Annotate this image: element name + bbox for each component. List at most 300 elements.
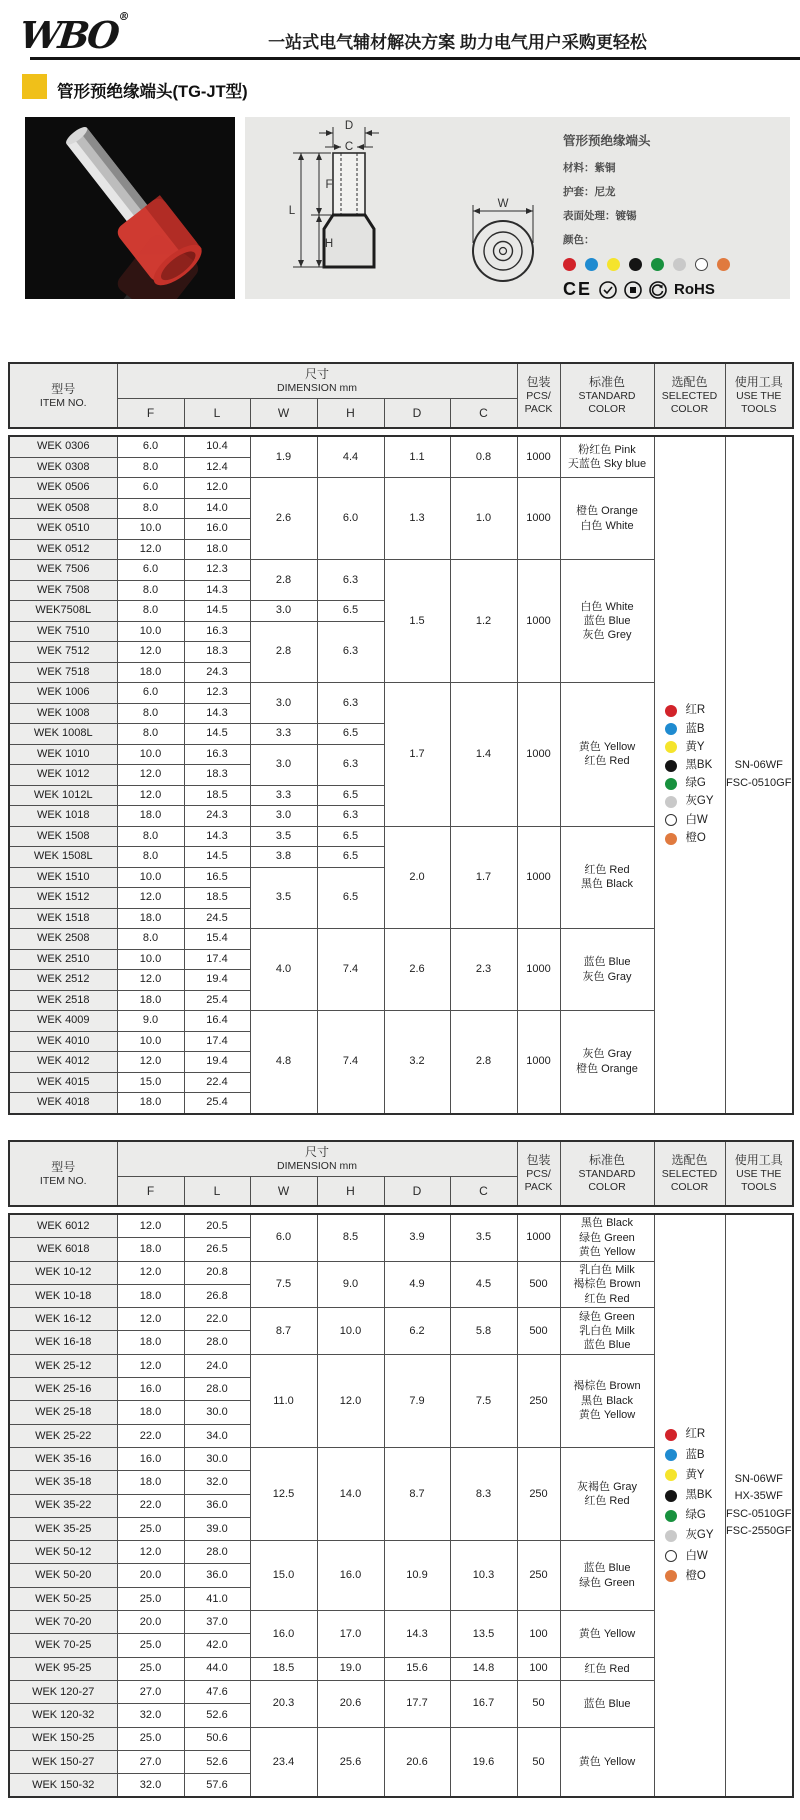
value-cell: 1000 [517,436,560,478]
item-no-cell: WEK 7518 [9,662,117,683]
value-cell: 14.3 [184,580,250,601]
value-cell: 16.3 [184,744,250,765]
value-cell: 8.0 [117,457,184,478]
color-dot-icon [665,778,677,790]
value-cell: 8.0 [117,847,184,868]
color-dot-icon [665,1510,677,1522]
value-cell: 15.6 [384,1657,450,1680]
color-dot-icon [607,258,620,271]
value-cell: 18.0 [117,1238,184,1261]
value-cell: 3.5 [250,867,317,929]
item-no-cell: WEK 10-12 [9,1261,117,1284]
value-cell: 1000 [517,683,560,827]
item-no-cell: WEK 120-27 [9,1680,117,1703]
standard-color-cell: 灰色 Gray 橙色 Orange [560,1011,654,1114]
value-cell: 3.0 [250,601,317,622]
spec-colors-label: 颜色： [563,234,595,246]
color-dot-icon [695,258,708,271]
item-no-cell: WEK 0306 [9,436,117,457]
standard-color-cell: 绿色 Green 乳白色 Milk 蓝色 Blue [560,1308,654,1355]
value-cell: 6.0 [117,560,184,581]
col-header-l: L [184,1177,250,1207]
value-cell: 14.3 [384,1611,450,1658]
legend-label: 灰GY [685,795,714,808]
item-no-cell: WEK 4010 [9,1031,117,1052]
value-cell: 18.0 [117,1401,184,1424]
value-cell: 12.0 [117,970,184,991]
value-cell: 11.0 [250,1354,317,1447]
value-cell: 12.0 [117,1261,184,1284]
item-no-cell: WEK 35-18 [9,1471,117,1494]
value-cell: 3.3 [250,785,317,806]
value-cell: 23.4 [250,1727,317,1797]
value-cell: 32.0 [117,1704,184,1727]
legend-item [665,759,713,772]
value-cell: 12.0 [184,478,250,499]
value-cell: 1.0 [450,478,517,560]
item-no-cell: WEK 0508 [9,498,117,519]
value-cell: 6.5 [317,601,384,622]
value-cell: 20.0 [117,1611,184,1634]
value-cell: 30.0 [184,1447,250,1470]
value-cell: 18.0 [117,908,184,929]
standard-color-cell: 褐棕色 Brown 黑色 Black 黄色 Yellow [560,1354,654,1447]
legend-label: 灰GY [685,1529,714,1542]
value-cell: 17.4 [184,1031,250,1052]
col-header-tools: 使用工具 USE THE TOOLS [725,363,793,428]
col-header-h: H [317,1177,384,1207]
value-cell: 12.0 [117,1214,184,1238]
legend-item [665,1529,713,1542]
legend-item [665,1428,713,1441]
standard-color-cell: 红色 Red 黑色 Black [560,826,654,929]
tools-cell: SN-06WF HX-35WF FSC-0510GF FSC-2550GF [725,1214,793,1797]
value-cell: 24.3 [184,662,250,683]
value-cell: 16.0 [250,1611,317,1658]
table2-header [8,1140,794,1207]
item-no-cell: WEK 4015 [9,1072,117,1093]
legend-item [665,1570,713,1583]
value-cell: 30.0 [184,1401,250,1424]
registered-mark: ® [117,10,131,23]
header-rule [30,57,800,60]
value-cell: 8.0 [117,498,184,519]
value-cell: 10.9 [384,1541,450,1611]
color-dot-icon [665,741,677,753]
item-no-cell: WEK 10-18 [9,1284,117,1307]
value-cell: 9.0 [117,1011,184,1032]
item-no-cell: WEK 50-20 [9,1564,117,1587]
value-cell: 14.3 [184,826,250,847]
terminal-photo-illustration [25,117,235,299]
value-cell: 14.8 [450,1657,517,1680]
product-info [563,131,788,300]
value-cell: 39.0 [184,1517,250,1540]
value-cell: 25.4 [184,1093,250,1114]
item-no-cell: WEK 35-16 [9,1447,117,1470]
value-cell: 14.0 [184,498,250,519]
legend-item [665,1550,713,1563]
value-cell: 0.8 [450,436,517,478]
value-cell: 18.0 [117,1093,184,1114]
value-cell: 3.0 [250,806,317,827]
item-no-cell: WEK 2510 [9,949,117,970]
value-cell: 12.0 [117,1541,184,1564]
value-cell: 26.8 [184,1284,250,1307]
standard-color-cell: 蓝色 Blue [560,1680,654,1727]
item-no-cell: WEK 6012 [9,1214,117,1238]
legend-label: 红R [685,1428,706,1441]
item-no-cell: WEK 2518 [9,990,117,1011]
standard-color-cell: 红色 Red [560,1657,654,1680]
certification-row [563,279,788,300]
color-dot-icon [563,258,576,271]
color-dot-icon [665,1429,677,1441]
col-header-c: C [450,1177,517,1207]
col-header-f: F [117,399,184,429]
value-cell: 8.3 [450,1447,517,1540]
item-no-cell: WEK 7508 [9,580,117,601]
value-cell: 22.0 [117,1494,184,1517]
value-cell: 27.0 [117,1680,184,1703]
value-cell: 15.4 [184,929,250,950]
legend-label: 白W [685,1549,708,1562]
color-dot-icon [665,796,677,808]
value-cell: 52.6 [184,1704,250,1727]
value-cell: 10.0 [117,1031,184,1052]
legend-item [665,1509,713,1522]
value-cell: 1.4 [450,683,517,827]
value-cell: 2.8 [250,560,317,601]
table-row [9,436,793,457]
value-cell: 36.0 [184,1564,250,1587]
color-dot-icon [665,760,677,772]
value-cell: 18.0 [117,990,184,1011]
value-cell: 16.0 [184,519,250,540]
col-header-dimension: 尺寸 DIMENSION mm [117,1141,517,1177]
value-cell: 7.4 [317,929,384,1011]
value-cell: 4.4 [317,436,384,478]
standard-color-cell: 乳白色 Milk 褐棕色 Brown 红色 Red [560,1261,654,1308]
col-header-d: D [384,399,450,429]
item-no-cell: WEK 150-32 [9,1774,117,1798]
legend-label: 红R [685,704,706,717]
value-cell: 8.0 [117,826,184,847]
item-no-cell: WEK 1518 [9,908,117,929]
value-cell: 2.8 [450,1011,517,1114]
item-no-cell: WEK 0506 [9,478,117,499]
value-cell: 14.0 [317,1447,384,1540]
square-badge-icon [624,281,642,299]
value-cell: 41.0 [184,1587,250,1610]
value-cell: 20.0 [117,1564,184,1587]
legend-item [665,795,713,808]
table1-body [8,435,794,1115]
value-cell: 16.0 [117,1378,184,1401]
value-cell: 18.0 [117,662,184,683]
standard-color-cell: 橙色 Orange 白色 White [560,478,654,560]
value-cell: 34.0 [184,1424,250,1447]
col-header-c: C [450,399,517,429]
value-cell: 3.9 [384,1214,450,1261]
value-cell: 1.3 [384,478,450,560]
value-cell: 6.3 [317,806,384,827]
value-cell: 8.0 [117,929,184,950]
value-cell: 1.7 [450,826,517,929]
col-header-tools: 使用工具 USE THE TOOLS [725,1141,793,1206]
value-cell: 25.0 [117,1727,184,1750]
item-no-cell: WEK 25-16 [9,1378,117,1401]
value-cell: 16.0 [117,1447,184,1470]
value-cell: 6.0 [317,478,384,560]
item-no-cell: WEK7508L [9,601,117,622]
ce-mark: CE [563,279,593,299]
value-cell: 7.9 [384,1354,450,1447]
available-colors-row [563,256,788,271]
value-cell: 16.7 [450,1680,517,1727]
color-dot-icon [665,1490,677,1502]
value-cell: 1000 [517,1214,560,1261]
value-cell: 500 [517,1308,560,1355]
value-cell: 7.4 [317,1011,384,1114]
value-cell: 6.0 [117,683,184,704]
item-no-cell: WEK 70-20 [9,1611,117,1634]
product-panel [245,117,790,299]
value-cell: 14.5 [184,601,250,622]
value-cell: 44.0 [184,1657,250,1680]
value-cell: 10.3 [450,1541,517,1611]
legend-label: 橙O [685,831,706,844]
color-dot-icon [665,1449,677,1461]
value-cell: 50 [517,1727,560,1797]
value-cell: 6.5 [317,847,384,868]
value-cell: 47.6 [184,1680,250,1703]
value-cell: 6.0 [117,478,184,499]
item-no-cell: WEK 1508L [9,847,117,868]
item-no-cell: WEK 7510 [9,621,117,642]
value-cell: 10.0 [117,621,184,642]
value-cell: 12.0 [117,539,184,560]
value-cell: 50.6 [184,1727,250,1750]
legend-label: 黄Y [685,740,705,753]
value-cell: 1000 [517,826,560,929]
value-cell: 12.4 [184,457,250,478]
value-cell: 2.6 [250,478,317,560]
value-cell: 12.0 [317,1354,384,1447]
item-no-cell: WEK 4012 [9,1052,117,1073]
item-no-cell: WEK 0510 [9,519,117,540]
selected-color-legend [654,1214,725,1797]
value-cell: 10.0 [117,519,184,540]
value-cell: 6.5 [317,826,384,847]
tagline: 一站式电气辅材解决方案 助力电气用户采购更轻松 [268,33,647,52]
value-cell: 6.0 [117,436,184,457]
color-dot-icon [717,258,730,271]
value-cell: 16.3 [184,621,250,642]
value-cell: 12.0 [117,1308,184,1331]
value-cell: 24.3 [184,806,250,827]
color-dot-icon [629,258,642,271]
item-no-cell: WEK 120-32 [9,1704,117,1727]
table1-header [8,362,794,429]
col-header-f: F [117,1177,184,1207]
value-cell: 10.4 [184,436,250,457]
value-cell: 4.5 [450,1261,517,1308]
value-cell: 7.5 [450,1354,517,1447]
value-cell: 3.2 [384,1011,450,1114]
value-cell: 500 [517,1261,560,1308]
legend-item [665,1469,713,1482]
item-no-cell: WEK 1512 [9,888,117,909]
value-cell: 28.0 [184,1331,250,1354]
value-cell: 6.5 [317,867,384,929]
legend-label: 白W [685,813,708,826]
col-header-l: L [184,399,250,429]
col-header-selected-color: 选配色 SELECTED COLOR [654,1141,725,1206]
value-cell: 22.4 [184,1072,250,1093]
legend-item [665,704,713,717]
col-header-h: H [317,399,384,429]
standard-color-cell: 灰褐色 Gray 红色 Red [560,1447,654,1540]
value-cell: 25.0 [117,1634,184,1657]
value-cell: 26.5 [184,1238,250,1261]
col-header-pack: 包装 PCS/ PACK [517,363,560,428]
value-cell: 24.5 [184,908,250,929]
legend-item [665,741,713,754]
item-no-cell: WEK 6018 [9,1238,117,1261]
value-cell: 9.0 [317,1261,384,1308]
standard-color-cell: 黄色 Yellow [560,1611,654,1658]
value-cell: 4.9 [384,1261,450,1308]
value-cell: 12.3 [184,560,250,581]
value-cell: 8.0 [117,703,184,724]
value-cell: 32.0 [117,1774,184,1798]
legend-label: 黑BK [685,1488,713,1501]
color-dot-icon [665,1570,677,1582]
product-info-title: 管形预绝缘端头 [563,134,651,148]
check-badge-icon [599,281,617,299]
dim-label-h: H [324,238,334,250]
color-dot-icon [665,1530,677,1542]
value-cell: 20.6 [317,1680,384,1727]
value-cell: 32.0 [184,1471,250,1494]
item-no-cell: WEK 2508 [9,929,117,950]
value-cell: 16.4 [184,1011,250,1032]
table-row [9,1214,793,1238]
legend-item [665,1449,713,1462]
dim-label-f: F [325,179,333,191]
value-cell: 18.0 [117,1471,184,1494]
value-cell: 1000 [517,478,560,560]
value-cell: 20.3 [250,1680,317,1727]
value-cell: 16.5 [184,867,250,888]
standard-color-cell: 白色 White 蓝色 Blue 灰色 Grey [560,560,654,683]
value-cell: 6.5 [317,724,384,745]
title-bullet-square [22,74,47,99]
value-cell: 8.7 [384,1447,450,1540]
value-cell: 12.0 [117,765,184,786]
value-cell: 25.6 [317,1727,384,1797]
item-no-cell: WEK 2512 [9,970,117,991]
item-no-cell: WEK 1012 [9,765,117,786]
value-cell: 22.0 [117,1424,184,1447]
value-cell: 50 [517,1680,560,1727]
item-no-cell: WEK 70-25 [9,1634,117,1657]
value-cell: 16.0 [317,1541,384,1611]
value-cell: 2.8 [250,621,317,683]
legend-item [665,1489,713,1502]
value-cell: 12.0 [117,785,184,806]
value-cell: 18.3 [184,642,250,663]
value-cell: 3.0 [250,683,317,724]
value-cell: 19.6 [450,1727,517,1797]
legend-item [665,723,713,736]
value-cell: 12.0 [117,642,184,663]
value-cell: 18.0 [117,1284,184,1307]
spec-table-2 [8,1140,792,1798]
value-cell: 28.0 [184,1541,250,1564]
value-cell: 250 [517,1354,560,1447]
item-no-cell: WEK 1008 [9,703,117,724]
legend-label: 绿G [685,777,706,790]
item-no-cell: WEK 0512 [9,539,117,560]
value-cell: 27.0 [117,1750,184,1773]
value-cell: 1.5 [384,560,450,683]
value-cell: 1.7 [384,683,450,827]
spec-material: 材料：紫铜 [563,162,616,174]
value-cell: 15.0 [250,1541,317,1611]
value-cell: 8.7 [250,1308,317,1355]
product-photo [25,117,235,299]
value-cell: 6.2 [384,1308,450,1355]
col-header-w: W [250,399,317,429]
value-cell: 1000 [517,560,560,683]
value-cell: 10.0 [117,867,184,888]
color-dot-icon [665,1469,677,1481]
col-header-pack: 包装 PCS/ PACK [517,1141,560,1206]
item-no-cell: WEK 7506 [9,560,117,581]
value-cell: 3.8 [250,847,317,868]
item-no-cell: WEK 1006 [9,683,117,704]
value-cell: 100 [517,1657,560,1680]
selected-color-legend [654,436,725,1114]
value-cell: 17.7 [384,1680,450,1727]
legend-label: 橙O [685,1569,706,1582]
value-cell: 12.0 [117,1354,184,1377]
value-cell: 4.8 [250,1011,317,1114]
value-cell: 20.8 [184,1261,250,1284]
item-no-cell: WEK 150-27 [9,1750,117,1773]
value-cell: 1000 [517,929,560,1011]
item-no-cell: WEK 4018 [9,1093,117,1114]
value-cell: 18.5 [250,1657,317,1680]
tools-cell: SN-06WF FSC-0510GF [725,436,793,1114]
item-no-cell: WEK 1012L [9,785,117,806]
spec-surface: 表面处理：镀锡 [563,210,637,222]
item-no-cell: WEK 4009 [9,1011,117,1032]
value-cell: 22.0 [184,1308,250,1331]
item-no-cell: WEK 1008L [9,724,117,745]
color-dot-icon [585,258,598,271]
standard-color-cell: 黑色 Black 绿色 Green 黄色 Yellow [560,1214,654,1261]
col-header-dimension: 尺寸 DIMENSION mm [117,363,517,399]
value-cell: 10.0 [117,744,184,765]
value-cell: 2.0 [384,826,450,929]
dim-label-w: W [497,198,509,210]
spec-sleeve: 护套：尼龙 [563,186,616,198]
col-header-item: 型号 ITEM NO. [9,1141,117,1206]
value-cell: 20.5 [184,1214,250,1238]
